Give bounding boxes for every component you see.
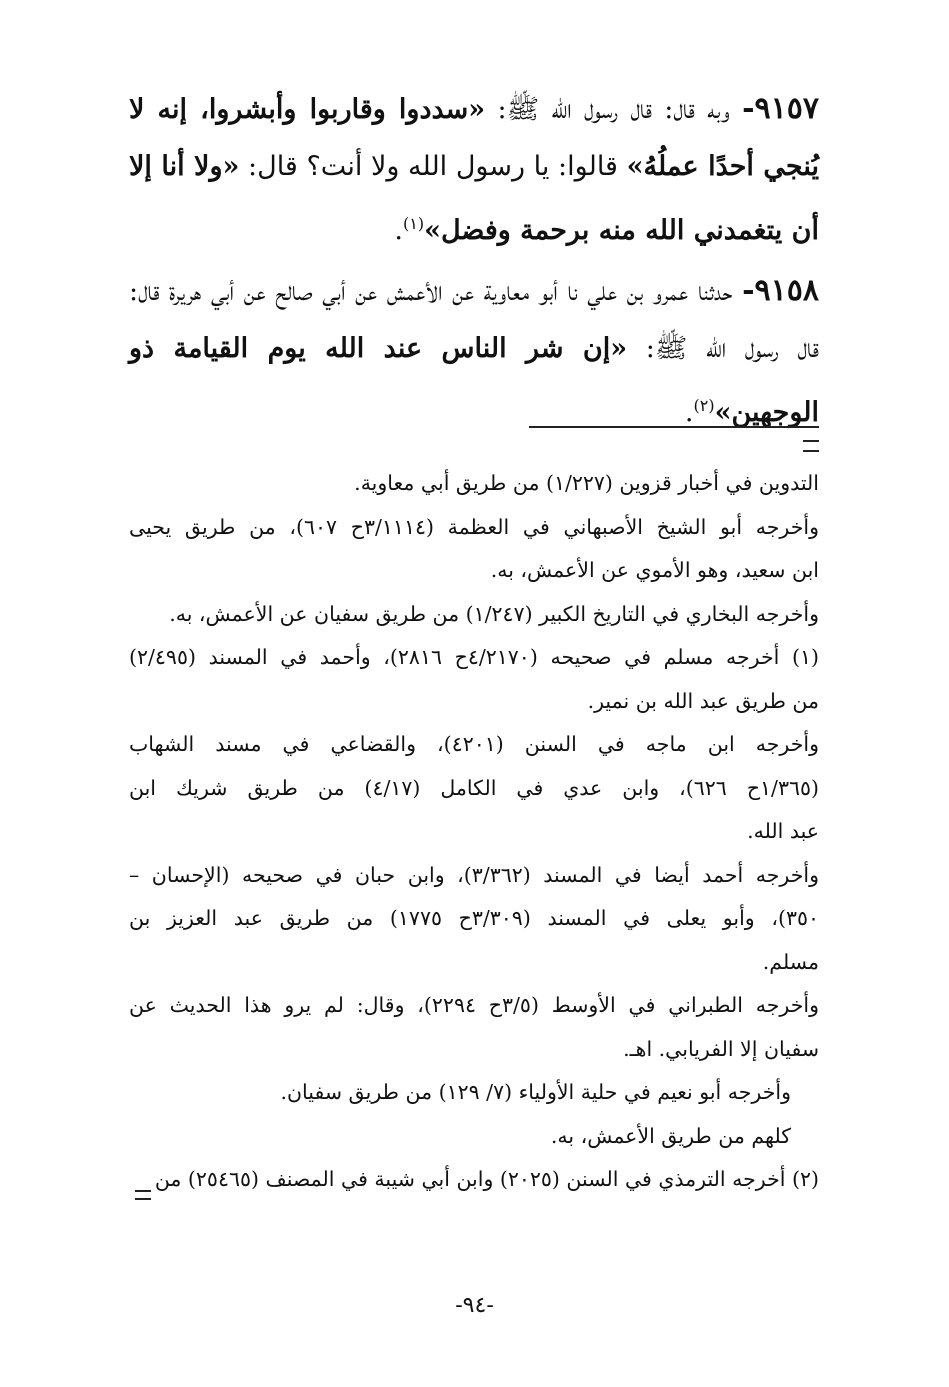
footnote-line: ابن سعيد، وهو الأموي عن الأعمش، به. bbox=[490, 558, 819, 582]
hadith-quote: «إن شر الناس عند الله يوم القيامة ذو الوجهين» bbox=[129, 333, 819, 428]
hadith-number: ٩١٥٨- bbox=[742, 273, 819, 308]
footnotes bbox=[129, 462, 819, 1202]
footnote-text: (٢) أخرجه الترمذي في السنن (٢٠٢٥) وابن أبي شيبة في المصنف (٢٥٤٦٥) من bbox=[154, 1167, 819, 1191]
footnote-line: وأخرجه الطبراني في الأوسط (٣/٥ح ٢٢٩٤)، وقال: لم يرو هذا الحديث عن bbox=[129, 993, 819, 1017]
hadith-quote: «ولا أنا إلا أن يتغمدني الله منه برحمة وفضل» bbox=[129, 151, 819, 246]
continuation-mark bbox=[135, 1190, 151, 1200]
hadith-number: ٩١٥٧- bbox=[742, 91, 819, 126]
footnote-line: (١/٣٦٥ح ٦٢٦)، وابن عدي في الكامل (٤/١٧) من طريق شريك ابن bbox=[129, 775, 819, 800]
footnote-reference[interactable]: (١) bbox=[402, 214, 425, 233]
footnote-reference[interactable]: (٢) bbox=[693, 396, 715, 415]
hadith-end-mark: . bbox=[684, 397, 694, 428]
footnote-line: وأخرجه أبو نعيم في حلية الأولياء (٧/ ١٢٩) من طريق سفيان. bbox=[280, 1080, 791, 1104]
footnote-line: من طريق عبد الله بن نمير. bbox=[587, 688, 819, 713]
footnote-line: عبد الله. bbox=[747, 819, 819, 843]
hadith-intro: حدثنا عمرو بن علي نا أبو معاوية عن الأعمش عن أبي صالح عن أبي هريرة قال: قال رسول الله ﷺ: bbox=[129, 276, 819, 364]
hadith-narration: قالوا: يا رسول الله ولا أنت؟ قال: bbox=[239, 151, 627, 182]
footnote-line bbox=[129, 1158, 819, 1202]
footnote-line: كلهم من طريق الأعمش، به. bbox=[550, 1123, 791, 1148]
footnote-line: وأخرجه ابن ماجه في السنن (٤٢٠١)، والقضاعي في مسند الشهاب bbox=[129, 732, 819, 756]
page-number: -٩٤- bbox=[455, 1293, 494, 1318]
footnote-line: وأخرجه أحمد أيضا في المسند (٣/٣٦٢)، وابن حبان في صحيحه (الإحسان – bbox=[129, 862, 819, 887]
hadith-end-mark: . bbox=[394, 215, 403, 246]
hadith-quote: «سددوا وقاربوا وأبشروا، إنه لا يُنجي أحدًا عملُهُ» bbox=[129, 94, 819, 182]
footnote-line: مسلم. bbox=[762, 949, 819, 974]
footnote-line: (١) أخرجه مسلم في صحيحه (٤/٢١٧٠ح ٢٨١٦)، وأحمد في المسند (٢/٤٩٥) bbox=[129, 645, 819, 669]
footnote-line: ٣٥٠)، وأبو يعلى في المسند (٣/٣٠٩ح ١٧٧٥) من طريق عبد العزيز بن bbox=[129, 906, 819, 930]
footnote-line: سفيان إلا الفريابي. اهـ. bbox=[623, 1036, 819, 1061]
footnote-line: وأخرجه البخاري في التاريخ الكبير (١/٢٤٧) من طريق سفيان عن الأعمش، به. bbox=[169, 601, 819, 626]
hadith-9157 bbox=[129, 80, 819, 259]
footnote-line: وأخرجه أبو الشيخ الأصبهاني في العظمة (٣/١١١٤ح ٦٠٧)، من طريق يحيى bbox=[129, 514, 819, 539]
hadith-intro: وبه قال: قال رسول الله ﷺ: bbox=[485, 94, 743, 125]
hadith-9158 bbox=[129, 262, 819, 441]
continuation-mark bbox=[803, 440, 819, 452]
footnote-line: التدوين في أخبار قزوين (١/٢٢٧) من طريق أبي معاوية. bbox=[354, 471, 819, 495]
footnote-separator bbox=[529, 426, 819, 428]
